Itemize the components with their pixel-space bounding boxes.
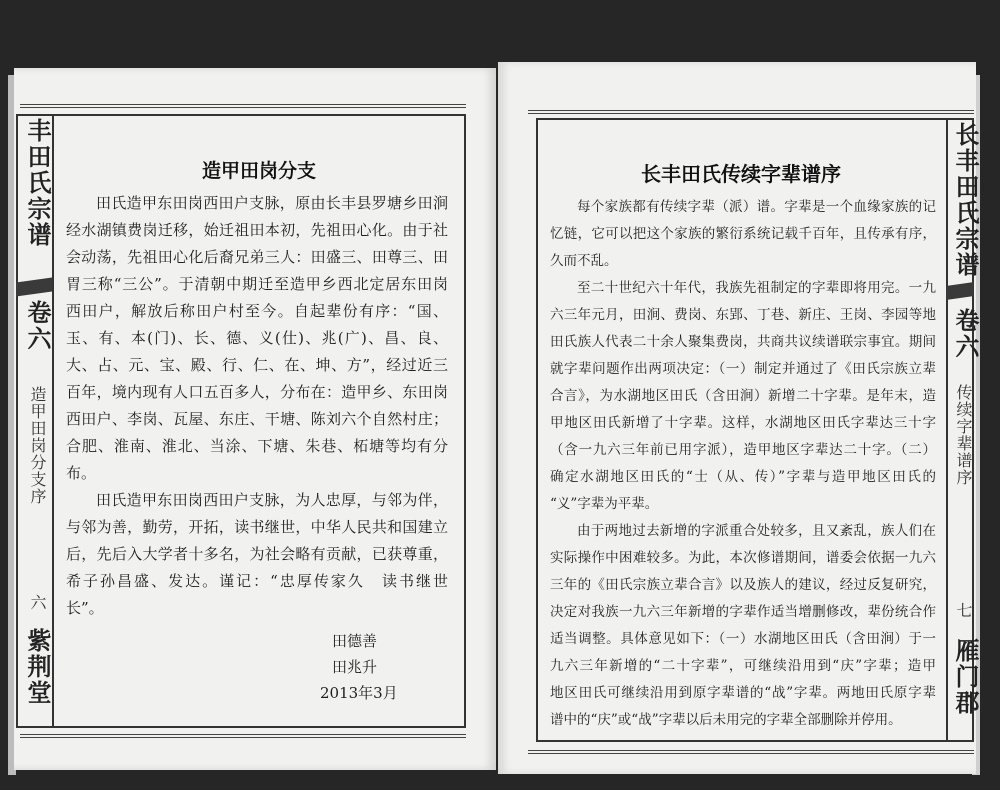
text-line: 六三年元月，田涧、费岗、东郢、丁巷、新庄、王岗、李园等地 [550,307,936,323]
text-line: 田氏造甲东田岗西田户支脉，为人忠厚，与邻为伴， [96,491,448,509]
left-volume: 卷六 [23,300,52,352]
left-hall-name: 紫荆堂 [23,628,52,706]
left-page-number: 六 [28,594,47,611]
text-line: 由于两地过去新增的字派重合处较多，且又紊乱，族人们在 [577,523,936,539]
text-line: 会动荡，先祖田心化后裔兄弟三人：田盛三、田尊三、田 [66,248,448,266]
right-body-text [550,194,936,734]
text-line: 地区田氏可继续沿用到原字辈谱的“战”字辈。两地田氏原字辈 [550,685,936,701]
text-line: 后，先后入大学者十多名，为社会略有贡献，已获尊重， [66,545,448,563]
left-section-name: 造甲田岗分支序 [28,386,47,505]
text-line: 西田户，解放后称田户村至今。自起辈份有序：“国、 [66,302,448,320]
text-line: 九六三年新增的“二十字辈”，可继续沿用到“庆”字辈；造甲 [550,658,936,674]
right-page-title: 长丰田氏传续字辈谱序 [641,162,841,186]
right-section-name: 传续字辈谱序 [954,384,973,486]
right-page-number: 七 [954,602,973,619]
left-book-title: 丰田氏宗谱 [23,118,52,248]
text-line: 胃三称“三公”。于清朝中期迁至造甲乡西北定居东田岗 [66,275,448,293]
text-line: 希子孙昌盛、发达。谨记：“忠厚传家久 读书继世 [66,572,448,590]
text-line: 甲地区田氏新增了十字辈。这样，水湖地区田氏字辈达三十字 [550,415,936,431]
text-line: 谱中的“庆”或“战”字辈以后未用完的字辈全部删除并停用。 [550,712,902,728]
left-signature-block [320,628,398,706]
text-line: 与邻为善，勤劳，开拓，读书继世，中华人民共和国建立 [66,518,448,536]
text-line: 久而不乱。 [550,253,618,269]
text-line: 三年的《田氏宗族立辈合言》以及族人的建议，经过反复研究， [550,577,936,593]
signature-date: 2013年3月 [320,684,398,702]
text-line: 长”。 [66,599,104,617]
text-line: 田氏族人代表二十余人聚集费岗，共商共议续谱联宗事宜。期间 [550,334,936,350]
left-page [14,68,496,770]
right-book-title: 长丰田氏宗谱 [951,122,980,278]
text-line: 西田户、李岗、瓦屋、东庄、干塘、陈刘六个自然村庄； [66,410,448,428]
signature-name: 田德善 [332,632,378,650]
text-line: （含一九六三年前已用字派），造甲地区字辈达二十字。（二） [550,442,936,458]
text-line: “义”字辈为平辈。 [550,496,659,512]
left-body-text [66,190,448,622]
right-hall-name: 雁门郡 [951,638,980,716]
right-page [498,62,980,774]
text-line: 大、占、元、宝、殿、行、仁、在、坤、方”，经过近三 [66,356,448,374]
text-line: 至二十世纪六十年代，我族先祖制定的字辈即将用完。一九 [577,280,936,296]
text-line: 适当调整。具体意见如下：（一）水湖地区田氏（含田涧）于一 [550,631,936,647]
text-line: 百年，境内现有人口五百多人，分布在：造甲乡、东田岗 [66,383,448,401]
signature-name: 田兆升 [332,658,378,676]
text-line: 实际操作中困难较多。为此，本次修谱期间，谱委会依据一九六 [550,550,936,566]
text-line: 确定水湖地区田氏的“士（从、传）”字辈与造甲地区田氏的 [550,469,936,485]
text-line: 布。 [66,464,97,482]
text-line: 决定对我族一九六三年新增的字辈作适当增删修改，辈份统合作 [550,604,936,620]
text-line: 每个家族都有传续字辈（派）谱。字辈是一个血缘家族的记 [577,199,936,215]
text-line: 玉、有、本(门)、长、德、义(仕)、兆(广)、昌、良、 [66,329,448,347]
left-page-title: 造甲田岗分支 [201,160,316,182]
text-line: 忆链，它可以把这个家族的繁衍系统记载千百年，且传承有序， [550,226,936,242]
text-line: 经水湖镇费岗迁移，始迁祖田本初，先祖田心化。由于社 [66,221,448,239]
text-line: 合言》，为水湖地区田氏（含田涧）新增二十字辈。是年末，造 [550,388,936,404]
text-line: 就字辈问题作出两项决定：（一）制定并通过了《田氏宗族立辈 [550,361,936,377]
text-line: 田氏造甲东田岗西田户支脉，原由长丰县罗塘乡田涧 [96,194,448,212]
right-volume: 卷六 [951,308,980,360]
text-line: 合肥、淮南、淮北、当涂、下塘、朱巷、柘塘等均有分 [66,437,448,455]
